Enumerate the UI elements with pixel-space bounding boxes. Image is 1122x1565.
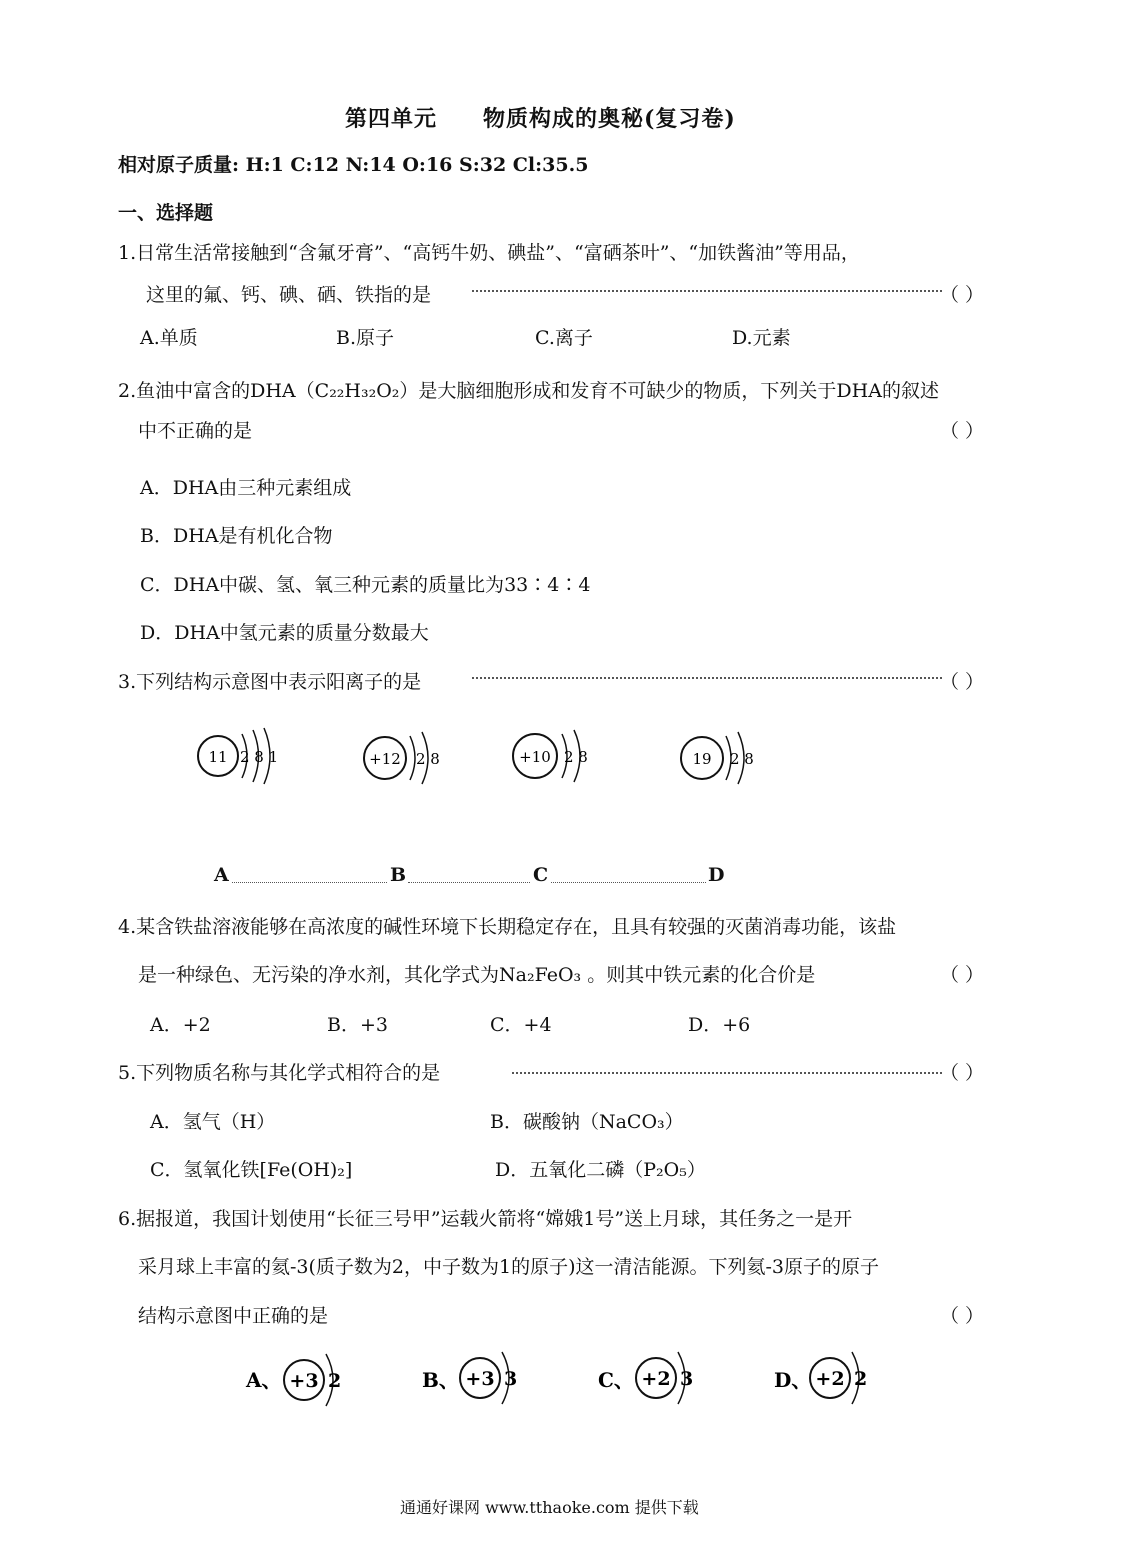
q6-line3: 结构示意图中正确的是 (138, 1305, 329, 1327)
q6-diagram-d-label: D、 (774, 1368, 812, 1392)
q4-option-c: C．+4 (490, 1014, 552, 1036)
q3-label-leader-bc (408, 882, 530, 883)
q6-diagram-c-shells: 3 (680, 1368, 694, 1390)
q6-answer-paren: （ ） (940, 1305, 985, 1327)
q3-diagram-a (198, 728, 278, 784)
q1-option-c: C.离子 (535, 327, 593, 349)
q6-diagram-d (774, 1352, 867, 1404)
atomic-masses: 相对原子质量: H:1 C:12 N:14 O:16 S:32 Cl:35.5 (118, 154, 589, 176)
q4-answer-paren: （ ） (940, 964, 985, 986)
q5-option-d: D．五氧化二磷（P₂O₅） (495, 1159, 706, 1181)
q2-line1: 2.鱼油中富含的DHA（C₂₂H₃₂O₂）是大脑细胞形成和发育不可缺少的物质，下列关于DHA的叙述 (118, 380, 939, 402)
q3-diagram-d-nucleus: 19 (692, 750, 712, 768)
q6-diagram-a-nucleus: +3 (289, 1370, 319, 1392)
page-title: 第四单元 物质构成的奥秘(复习卷) (345, 106, 736, 132)
footer-credit: 通通好课网 www.tthaoke.com 提供下载 (400, 1498, 699, 1517)
q1-line1: 1.日常生活常接触到“含氟牙膏”、“高钙牛奶、碘盐”、“富硒茶叶”、“加铁酱油”等用品， (118, 242, 860, 264)
q3-diagram-c-nucleus: +10 (519, 748, 551, 766)
q3-structure-diagrams (180, 720, 780, 800)
q6-diagram-b-nucleus: +3 (465, 1368, 495, 1390)
q6-diagram-c (598, 1352, 693, 1404)
q2-line2: 中不正确的是 (138, 420, 253, 442)
q4-option-b: B．+3 (327, 1014, 388, 1036)
q1-line2: 这里的氟、钙、碘、硒、铁指的是 (146, 284, 432, 306)
q1-dotted-leader (472, 290, 942, 292)
q2-answer-paren: （ ） (940, 420, 985, 442)
q1-option-d: D.元素 (732, 327, 791, 349)
q6-diagram-b-shells: 3 (504, 1368, 518, 1390)
q3-label-c: C (533, 864, 549, 886)
q1-option-b: B.原子 (336, 327, 395, 349)
q4-line1: 4.某含铁盐溶液能够在高浓度的碱性环境下长期稳定存在，且具有较强的灭菌消毒功能，该盐 (118, 916, 897, 938)
q6-diagram-d-nucleus: +2 (815, 1368, 845, 1390)
q3-label-leader-cd (551, 882, 706, 883)
q5-line1: 5.下列物质名称与其化学式相符合的是 (118, 1062, 441, 1084)
q3-diagram-a-nucleus: 11 (208, 748, 228, 766)
q2-option-c: C．DHA中碳、氢、氧三种元素的质量比为33∶4∶4 (140, 574, 591, 596)
q3-diagram-b-nucleus: +12 (369, 750, 401, 768)
q3-diagram-a-shells: 2 8 1 (240, 748, 279, 766)
q2-option-d: D．DHA中氢元素的质量分数最大 (140, 622, 429, 644)
q3-diagram-c (513, 730, 588, 782)
q3-diagram-d-shells: 2 8 (730, 750, 754, 768)
q6-diagram-a (245, 1354, 341, 1406)
q5-option-c: C．氢氧化铁[Fe(OH)₂] (150, 1159, 353, 1181)
q6-diagram-a-shells: 2 (328, 1370, 342, 1392)
q6-diagram-d-shells: 2 (854, 1368, 868, 1390)
q3-label-b: B (390, 864, 407, 886)
q3-label-d: D (708, 864, 725, 886)
q5-answer-paren: （ ） (940, 1062, 985, 1084)
q6-line1: 6.据报道，我国计划使用“长征三号甲”运载火箭将“嫦娥1号”送上月球，其任务之一是开 (118, 1208, 853, 1230)
q4-option-a: A．+2 (150, 1014, 211, 1036)
q3-diagram-b-shells: 2 8 (416, 750, 440, 768)
q6-diagram-c-nucleus: +2 (641, 1368, 671, 1390)
section-heading: 一、选择题 (118, 202, 214, 224)
q3-label-a: A (214, 864, 229, 886)
q6-line2: 采月球上丰富的氦-3(质子数为2，中子数为1的原子)这一清洁能源。下列氦-3原子的原子 (138, 1256, 880, 1278)
q6-diagram-b (422, 1352, 517, 1404)
q3-diagram-b (364, 732, 440, 784)
q6-diagram-b-label: B、 (422, 1368, 459, 1392)
q5-dotted-leader (512, 1072, 942, 1074)
q2-option-b: B．DHA是有机化合物 (140, 525, 333, 547)
q1-option-a: A.单质 (140, 327, 198, 349)
q3-answer-paren: （ ） (940, 671, 985, 693)
q5-option-a: A．氢气（H） (150, 1111, 276, 1133)
q3-diagram-d (681, 732, 754, 784)
q1-answer-paren: （ ） (940, 284, 985, 306)
q2-option-a: A．DHA由三种元素组成 (140, 477, 352, 499)
q3-label-leader-ab (232, 882, 387, 883)
q6-diagram-c-label: C、 (598, 1368, 634, 1392)
q6-structure-diagrams (240, 1340, 880, 1420)
q5-option-b: B．碳酸钠（NaCO₃） (490, 1111, 684, 1133)
q4-option-d: D．+6 (688, 1014, 751, 1036)
q3-dotted-leader (472, 677, 942, 679)
q4-line2: 是一种绿色、无污染的净水剂，其化学式为Na₂FeO₃ 。则其中铁元素的化合价是 (138, 964, 816, 986)
q3-line1: 3.下列结构示意图中表示阳离子的是 (118, 671, 422, 693)
q6-diagram-a-label: A、 (246, 1368, 282, 1392)
q3-diagram-c-shells: 2 8 (564, 748, 588, 766)
